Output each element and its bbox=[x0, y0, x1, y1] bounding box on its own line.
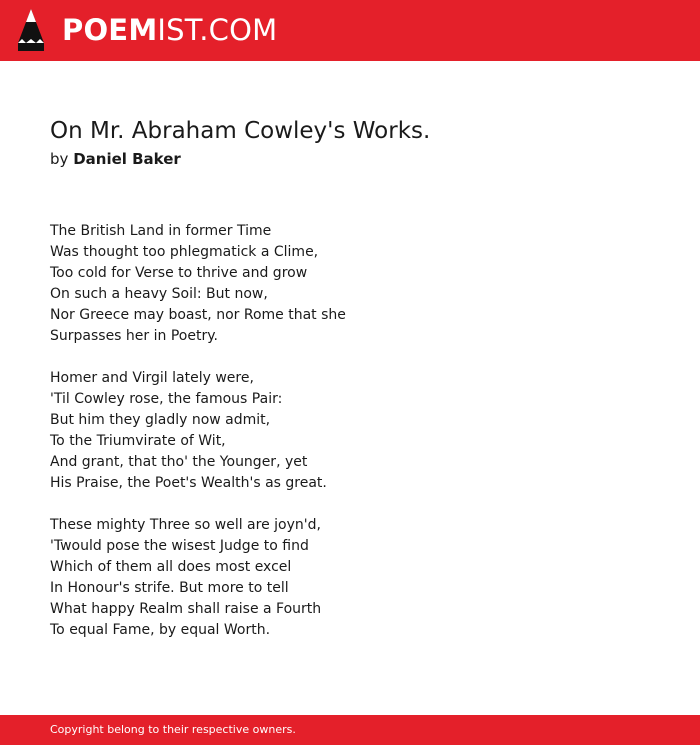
poem-line: Was thought too phlegmatick a Clime, bbox=[50, 244, 319, 260]
poem-line: To the Triumvirate of Wit, bbox=[50, 433, 226, 449]
pencil-tip-icon bbox=[18, 9, 44, 51]
poem-line: 'Til Cowley rose, the famous Pair: bbox=[50, 391, 283, 407]
site-logo-link[interactable] bbox=[18, 9, 277, 51]
poem-title: On Mr. Abraham Cowley's Works. bbox=[50, 118, 431, 144]
site-footer bbox=[0, 715, 700, 745]
poem-line: Which of them all does most excel bbox=[50, 559, 292, 575]
author-name: Daniel Baker bbox=[73, 150, 181, 168]
copyright-notice: Copyright belong to their respective owners. bbox=[50, 723, 296, 736]
poem-line: These mighty Three so well are joyn'd, bbox=[50, 517, 321, 533]
site-logo-text bbox=[62, 9, 277, 51]
poem-line: But him they gladly now admit, bbox=[50, 412, 271, 428]
poem-line: Nor Greece may boast, nor Rome that she bbox=[50, 307, 346, 323]
poem-line: And grant, that tho' the Younger, yet bbox=[50, 454, 308, 470]
poem-line: To equal Fame, by equal Worth. bbox=[50, 622, 271, 638]
poem-body bbox=[50, 221, 670, 641]
stanza-3 bbox=[50, 515, 670, 641]
poem-byline bbox=[50, 149, 670, 169]
poem-line: Surpasses her in Poetry. bbox=[50, 328, 218, 344]
poem-content bbox=[50, 116, 670, 662]
poem-line: His Praise, the Poet's Wealth's as great. bbox=[50, 475, 327, 491]
poem-line: What happy Realm shall raise a Fourth bbox=[50, 601, 322, 617]
logo-text-light: IST.COM bbox=[157, 13, 278, 47]
poem-line: On such a heavy Soil: But now, bbox=[50, 286, 268, 302]
poem-line: Homer and Virgil lately were, bbox=[50, 370, 254, 386]
stanza-2 bbox=[50, 368, 670, 494]
poem-line: The British Land in former Time bbox=[50, 223, 272, 239]
stanza-1 bbox=[50, 221, 670, 347]
poem-line: Too cold for Verse to thrive and grow bbox=[50, 265, 308, 281]
by-label: by bbox=[50, 150, 69, 168]
logo-text-bold: POEM bbox=[62, 13, 158, 47]
poem-line: 'Twould pose the wisest Judge to find bbox=[50, 538, 309, 554]
site-header bbox=[0, 0, 700, 61]
poem-line: In Honour's strife. But more to tell bbox=[50, 580, 289, 596]
